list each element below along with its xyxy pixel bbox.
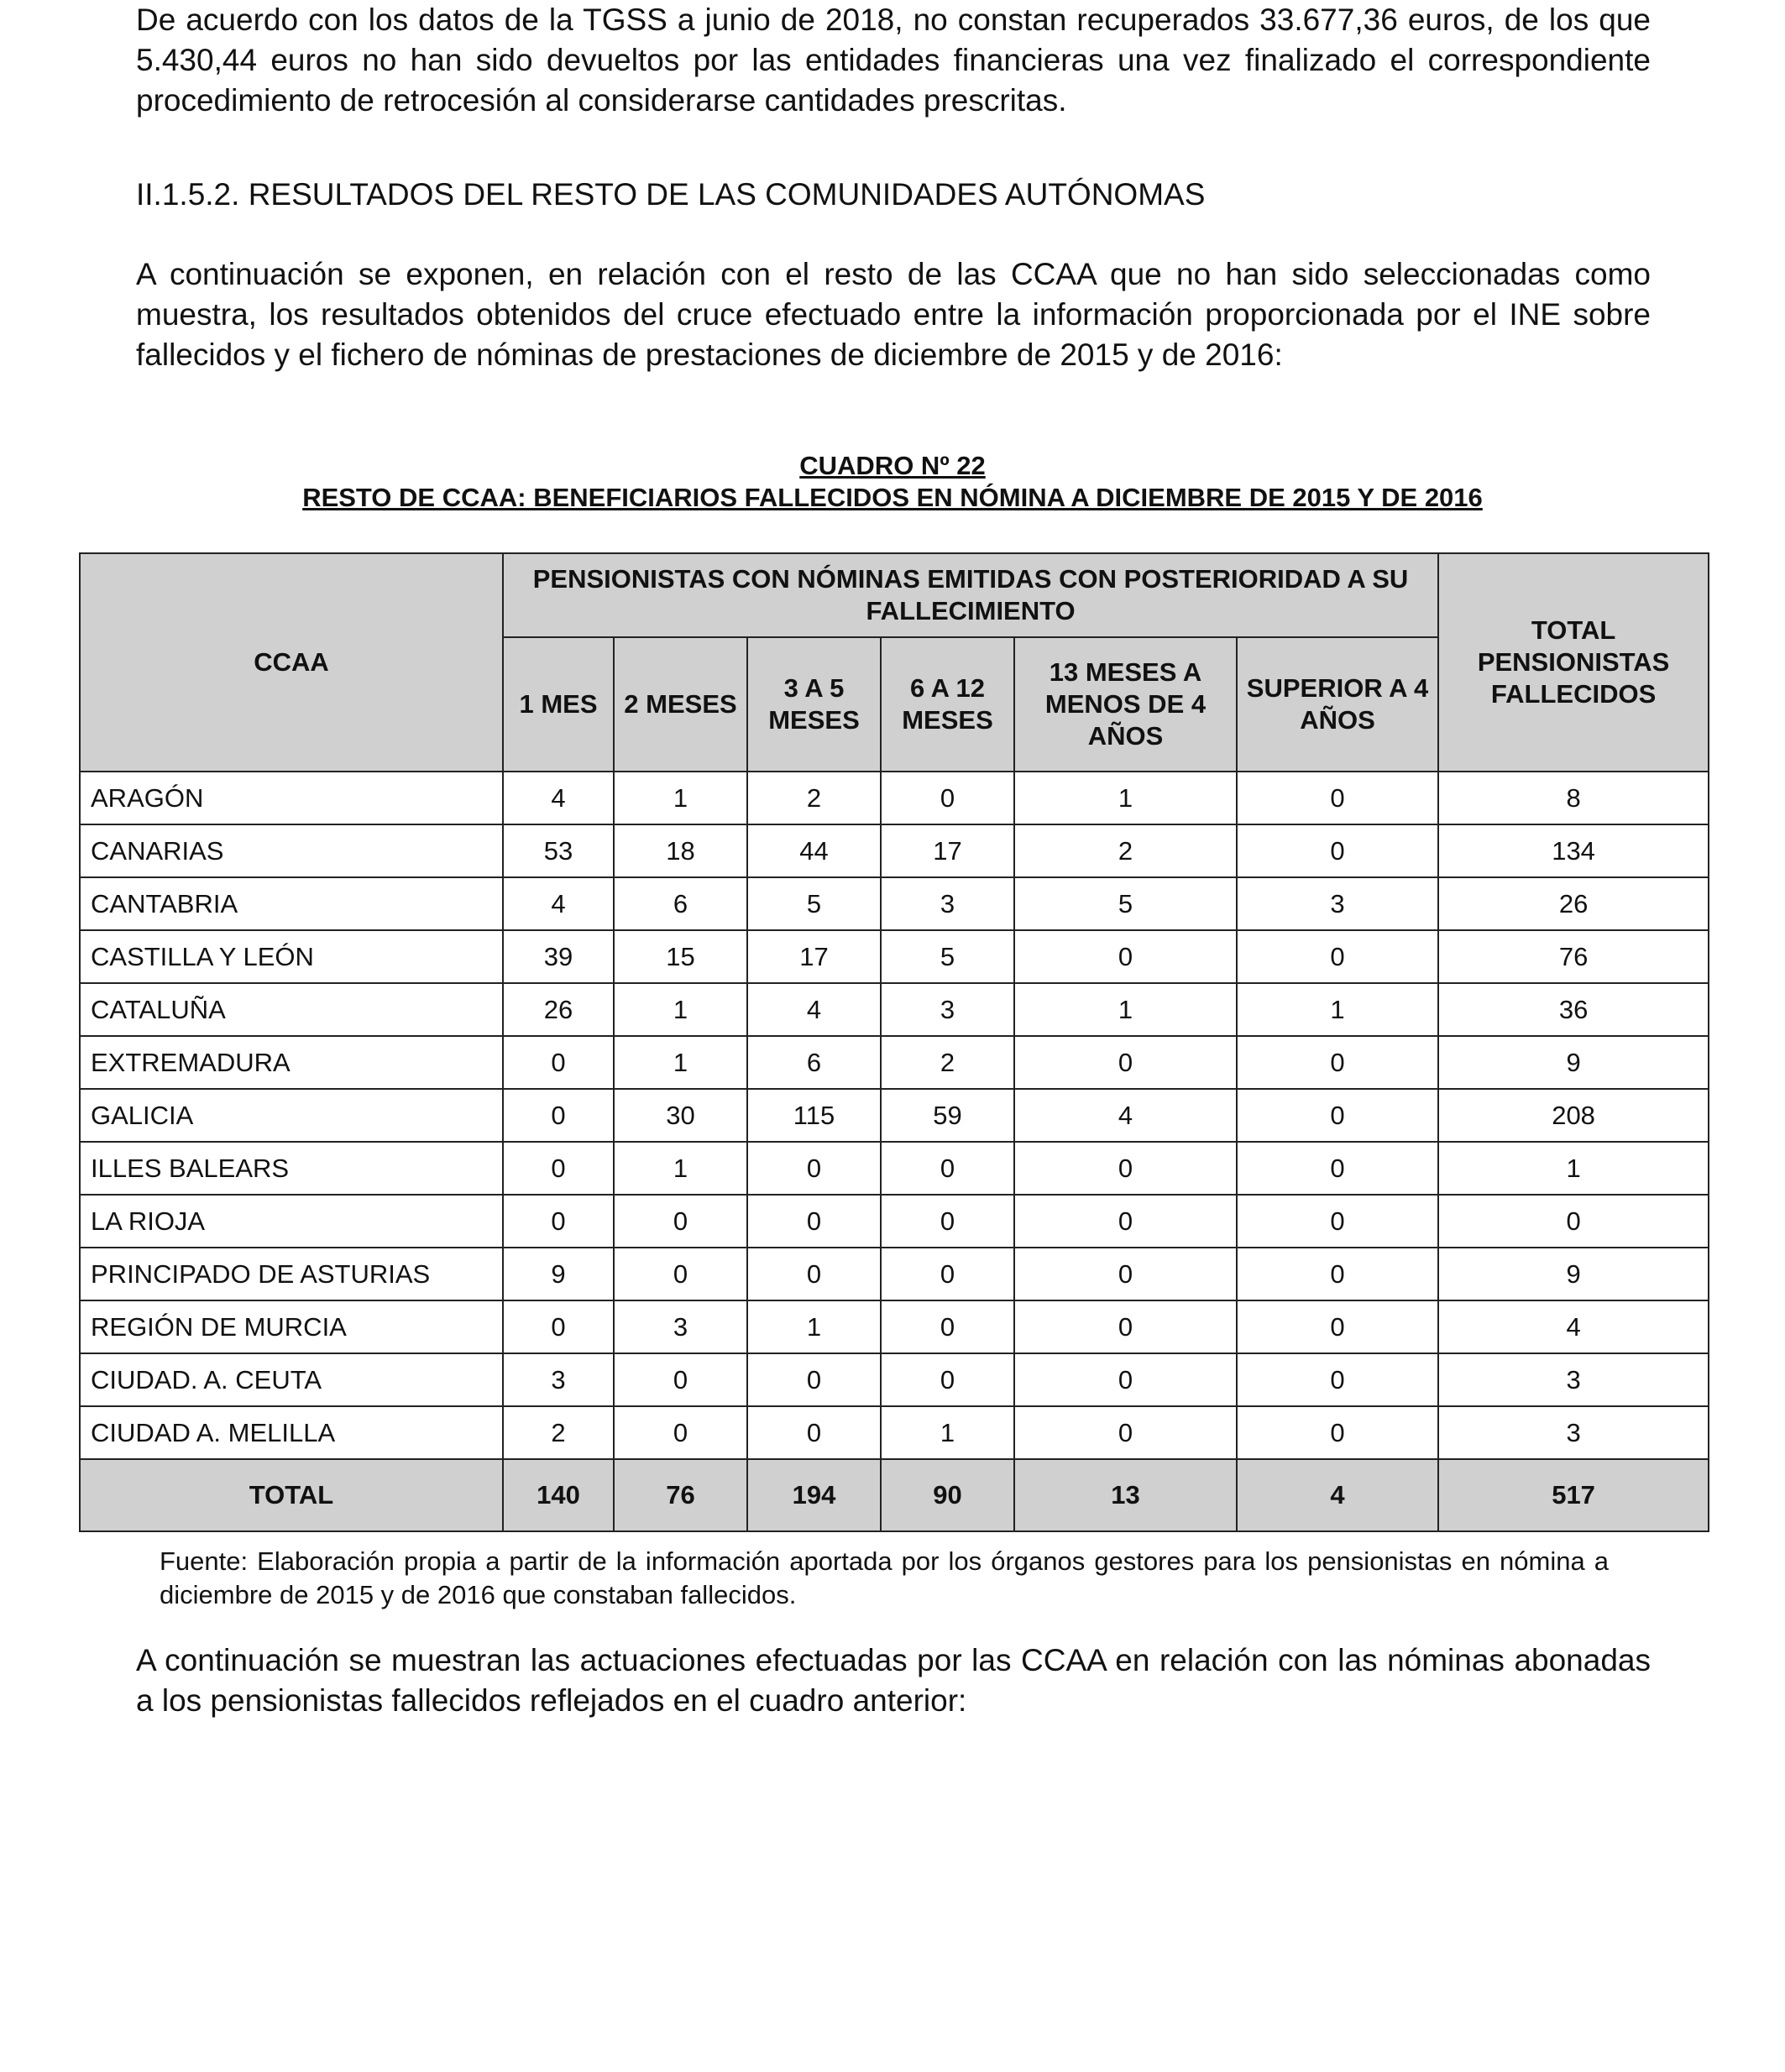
row-value-cell: 90 — [881, 1459, 1014, 1531]
row-value-cell: 3 — [503, 1353, 614, 1406]
row-value-cell: 0 — [503, 1300, 614, 1353]
row-value-cell: 76 — [614, 1459, 747, 1531]
row-value-cell: 5 — [1014, 877, 1237, 930]
row-value-cell: 18 — [614, 824, 747, 877]
row-name: TOTAL — [80, 1459, 503, 1531]
row-value-cell: 3 — [881, 877, 1014, 930]
header-col-6-12-meses: 6 A 12 MESES — [881, 637, 1014, 772]
row-value-cell: 0 — [747, 1406, 881, 1459]
row-value-cell: 3 — [614, 1300, 747, 1353]
row-name: LA RIOJA — [80, 1195, 503, 1248]
header-col-superior-4-anos: SUPERIOR A 4 AÑOS — [1237, 637, 1438, 772]
row-name: CATALUÑA — [80, 983, 503, 1036]
intro-paragraph: De acuerdo con los datos de la TGSS a junio de 2018, no constan recuperados 33.677,36 euros, de los que 5.430,44 euros no han sido devueltos por las entidades financieras una vez finalizado el correspondiente procedimiento de retrocesión al considerarse cantidades prescritas. — [136, 3, 1651, 118]
total-row — [80, 1459, 1709, 1531]
header-col-2-meses: 2 MESES — [614, 637, 747, 772]
row-value-cell: 0 — [881, 772, 1014, 824]
row-value-cell: 0 — [1237, 1036, 1438, 1089]
row-value-cell: 0 — [881, 1248, 1014, 1300]
row-total-cell: 134 — [1438, 824, 1709, 877]
row-value-cell: 0 — [747, 1142, 881, 1195]
row-value-cell: 0 — [881, 1353, 1014, 1406]
header-col-3-5-meses: 3 A 5 MESES — [747, 637, 881, 772]
row-value-cell: 0 — [503, 1195, 614, 1248]
row-total-cell: 0 — [1438, 1195, 1709, 1248]
row-value-cell: 5 — [881, 930, 1014, 983]
row-value-cell: 5 — [747, 877, 881, 930]
row-total-cell: 36 — [1438, 983, 1709, 1036]
row-value-cell: 0 — [614, 1406, 747, 1459]
row-value-cell: 0 — [1237, 1353, 1438, 1406]
row-name: CASTILLA Y LEÓN — [80, 930, 503, 983]
row-value-cell: 2 — [1014, 824, 1237, 877]
row-total-cell: 1 — [1438, 1142, 1709, 1195]
row-value-cell: 0 — [1014, 1248, 1237, 1300]
row-value-cell: 30 — [614, 1089, 747, 1142]
row-name: ARAGÓN — [80, 772, 503, 824]
row-value-cell: 9 — [503, 1248, 614, 1300]
row-name: CANTABRIA — [80, 877, 503, 930]
header-ccaa: CCAA — [80, 553, 503, 772]
table-caption-number: CUADRO Nº 22 — [799, 451, 986, 480]
table-row — [80, 1195, 1709, 1248]
row-value-cell: 0 — [1237, 772, 1438, 824]
row-value-cell: 0 — [1237, 1300, 1438, 1353]
row-value-cell: 0 — [747, 1248, 881, 1300]
row-value-cell: 1 — [1014, 772, 1237, 824]
table-row — [80, 772, 1709, 824]
row-value-cell: 2 — [881, 1036, 1014, 1089]
row-value-cell: 4 — [747, 983, 881, 1036]
row-total-cell: 8 — [1438, 772, 1709, 824]
row-value-cell: 0 — [881, 1142, 1014, 1195]
context-paragraph: A continuación se exponen, en relación con el resto de las CCAA que no han sido seleccionadas como muestra, los resultados obtenidos del cruce efectuado entre la información proporcionada por el INE sobre fallecidos y el fichero de nóminas de prestaciones de diciembre de 2015 y de 2016: — [136, 257, 1651, 372]
table-row — [80, 1089, 1709, 1142]
row-name: REGIÓN DE MURCIA — [80, 1300, 503, 1353]
row-value-cell: 39 — [503, 930, 614, 983]
row-value-cell: 1 — [1237, 983, 1438, 1036]
row-value-cell: 6 — [614, 877, 747, 930]
row-value-cell: 1 — [1014, 983, 1237, 1036]
row-value-cell: 0 — [881, 1300, 1014, 1353]
row-total-cell: 26 — [1438, 877, 1709, 930]
row-value-cell: 6 — [747, 1036, 881, 1089]
row-value-cell: 0 — [1014, 1406, 1237, 1459]
row-value-cell: 0 — [881, 1195, 1014, 1248]
row-value-cell: 0 — [1237, 930, 1438, 983]
row-value-cell: 1 — [614, 772, 747, 824]
table-row — [80, 1300, 1709, 1353]
row-value-cell: 0 — [1014, 1300, 1237, 1353]
row-value-cell: 0 — [503, 1036, 614, 1089]
table-row — [80, 824, 1709, 877]
table-row — [80, 1406, 1709, 1459]
table-source-note: Fuente: Elaboración propia a partir de la información aportada por los órganos gestores para los pensionistas en nómina a diciembre de 2015 y de 2016 que constaban fallecidos. — [160, 1546, 1609, 1609]
row-total-cell: 9 — [1438, 1248, 1709, 1300]
row-value-cell: 3 — [1237, 877, 1438, 930]
row-value-cell: 17 — [747, 930, 881, 983]
row-total-cell: 3 — [1438, 1406, 1709, 1459]
row-value-cell: 0 — [1237, 1142, 1438, 1195]
row-value-cell: 2 — [503, 1406, 614, 1459]
row-value-cell: 1 — [614, 1036, 747, 1089]
row-value-cell: 13 — [1014, 1459, 1237, 1531]
row-total-cell: 9 — [1438, 1036, 1709, 1089]
section-heading: II.1.5.2. RESULTADOS DEL RESTO DE LAS COMUNIDADES AUTÓNOMAS — [136, 177, 1206, 212]
deceased-beneficiaries-table — [79, 552, 1709, 1532]
row-value-cell: 44 — [747, 824, 881, 877]
row-name: GALICIA — [80, 1089, 503, 1142]
row-value-cell: 4 — [503, 772, 614, 824]
row-value-cell: 0 — [1014, 1036, 1237, 1089]
row-name: ILLES BALEARS — [80, 1142, 503, 1195]
table-body — [80, 772, 1709, 1531]
row-value-cell: 2 — [747, 772, 881, 824]
table-row — [80, 1248, 1709, 1300]
row-value-cell: 4 — [503, 877, 614, 930]
row-total-cell: 208 — [1438, 1089, 1709, 1142]
row-value-cell: 0 — [1237, 1248, 1438, 1300]
row-value-cell: 26 — [503, 983, 614, 1036]
row-value-cell: 3 — [881, 983, 1014, 1036]
row-value-cell: 0 — [747, 1195, 881, 1248]
table-row — [80, 983, 1709, 1036]
row-value-cell: 59 — [881, 1089, 1014, 1142]
row-value-cell: 0 — [614, 1353, 747, 1406]
row-value-cell: 0 — [614, 1248, 747, 1300]
table-row — [80, 877, 1709, 930]
row-value-cell: 0 — [503, 1089, 614, 1142]
table-caption-title: RESTO DE CCAA: BENEFICIARIOS FALLECIDOS EN NÓMINA A DICIEMBRE DE 2015 Y DE 2016 — [302, 483, 1483, 512]
header-col-13-meses-4-anos: 13 MESES A MENOS DE 4 AÑOS — [1014, 637, 1237, 772]
row-total-cell: 4 — [1438, 1300, 1709, 1353]
row-value-cell: 1 — [747, 1300, 881, 1353]
row-value-cell: 4 — [1014, 1089, 1237, 1142]
row-name: CIUDAD A. MELILLA — [80, 1406, 503, 1459]
header-group: PENSIONISTAS CON NÓMINAS EMITIDAS CON POSTERIORIDAD A SU FALLECIMIENTO — [503, 553, 1438, 637]
row-value-cell: 4 — [1237, 1459, 1438, 1531]
row-value-cell: 53 — [503, 824, 614, 877]
row-total-cell: 517 — [1438, 1459, 1709, 1531]
table-row — [80, 1353, 1709, 1406]
row-value-cell: 0 — [1237, 1195, 1438, 1248]
row-value-cell: 194 — [747, 1459, 881, 1531]
row-name: PRINCIPADO DE ASTURIAS — [80, 1248, 503, 1300]
header-total: TOTAL PENSIONISTAS FALLECIDOS — [1438, 553, 1709, 772]
row-name: CANARIAS — [80, 824, 503, 877]
row-value-cell: 1 — [614, 983, 747, 1036]
row-value-cell: 140 — [503, 1459, 614, 1531]
row-value-cell: 17 — [881, 824, 1014, 877]
table-row — [80, 1142, 1709, 1195]
row-value-cell: 115 — [747, 1089, 881, 1142]
row-value-cell: 0 — [614, 1195, 747, 1248]
row-value-cell: 0 — [1237, 1089, 1438, 1142]
table-row — [80, 1036, 1709, 1089]
row-value-cell: 0 — [1014, 930, 1237, 983]
row-value-cell: 0 — [503, 1142, 614, 1195]
table-row — [80, 930, 1709, 983]
row-name: EXTREMADURA — [80, 1036, 503, 1089]
row-total-cell: 76 — [1438, 930, 1709, 983]
row-value-cell: 0 — [1237, 1406, 1438, 1459]
row-name: CIUDAD. A. CEUTA — [80, 1353, 503, 1406]
row-value-cell: 1 — [881, 1406, 1014, 1459]
row-value-cell: 0 — [1014, 1353, 1237, 1406]
row-value-cell: 0 — [1237, 824, 1438, 877]
header-col-1-mes: 1 MES — [503, 637, 614, 772]
row-value-cell: 1 — [614, 1142, 747, 1195]
closing-paragraph: A continuación se muestran las actuaciones efectuadas por las CCAA en relación con las nóminas abonadas a los pensionistas fallecidos reflejados en el cuadro anterior: — [136, 1643, 1651, 1718]
row-value-cell: 0 — [1014, 1195, 1237, 1248]
row-value-cell: 15 — [614, 930, 747, 983]
row-total-cell: 3 — [1438, 1353, 1709, 1406]
row-value-cell: 0 — [1014, 1142, 1237, 1195]
row-value-cell: 0 — [747, 1353, 881, 1406]
